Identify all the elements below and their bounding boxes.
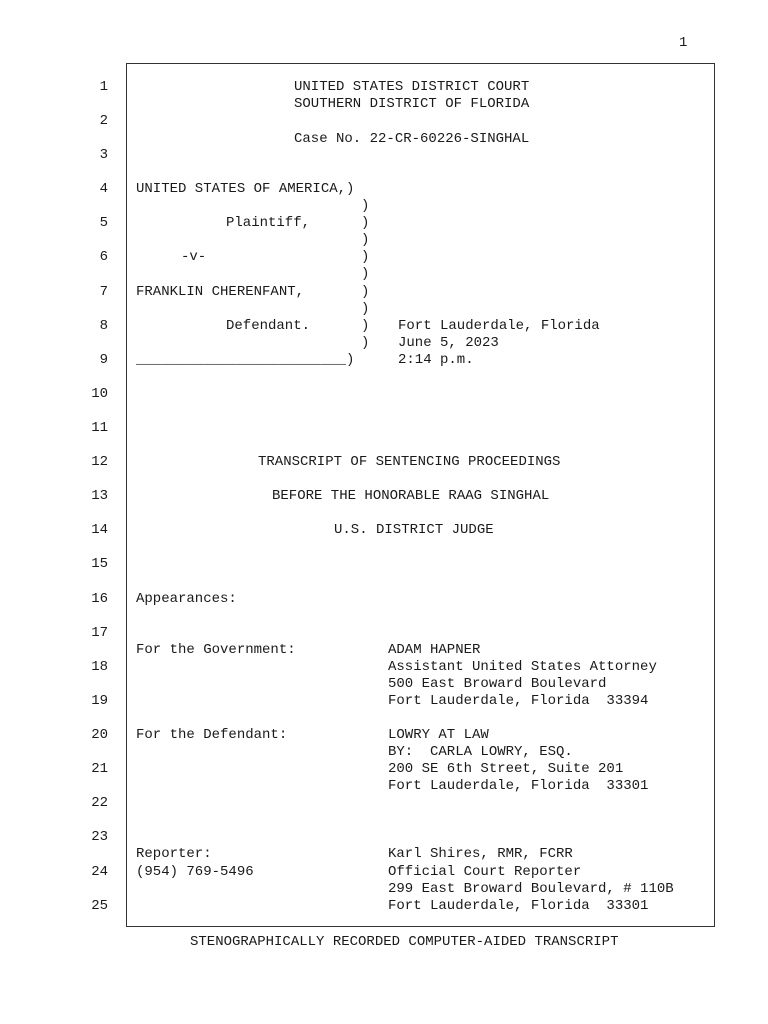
caption-paren: ) [361, 215, 370, 231]
line-number: 3 [99, 147, 108, 163]
hearing-location: Fort Lauderdale, Florida [398, 318, 600, 334]
government-attorney-line: ADAM HAPNER [388, 642, 481, 658]
line-number: 19 [91, 693, 108, 709]
page-number: 1 [679, 35, 688, 51]
hearing-time: 2:14 p.m. [398, 352, 474, 368]
defendant-name: FRANKLIN CHERENFANT, [136, 284, 305, 300]
line-number: 8 [99, 318, 108, 334]
line-number: 10 [91, 386, 108, 402]
line-number: 25 [91, 898, 108, 914]
page-footer: STENOGRAPHICALLY RECORDED COMPUTER-AIDED TRANSCRIPT [190, 934, 619, 950]
line-number: 24 [91, 864, 108, 880]
line-number: 20 [91, 727, 108, 743]
court-name: UNITED STATES DISTRICT COURT [294, 79, 530, 95]
reporter-label: Reporter: [136, 846, 212, 862]
court-district: SOUTHERN DISTRICT OF FLORIDA [294, 96, 530, 112]
line-number: 22 [91, 795, 108, 811]
case-number: Case No. 22-CR-60226-SINGHAL [294, 131, 530, 147]
reporter-line: Official Court Reporter [388, 864, 582, 880]
caption-paren: ) [361, 335, 370, 351]
defendant-label: For the Defendant: [136, 727, 288, 743]
defense-attorney-line: BY: CARLA LOWRY, ESQ. [388, 744, 573, 760]
caption-signature-line: _________________________) [136, 352, 355, 368]
appearances-heading: Appearances: [136, 591, 237, 607]
line-number: 7 [99, 284, 108, 300]
caption-paren: ) [361, 266, 370, 282]
caption-paren: ) [361, 249, 370, 265]
line-number: 21 [91, 761, 108, 777]
line-number: 2 [99, 113, 108, 129]
line-number: 23 [91, 829, 108, 845]
line-number: 16 [91, 591, 108, 607]
government-attorney-line: Fort Lauderdale, Florida 33394 [388, 693, 649, 709]
line-number: 12 [91, 454, 108, 470]
caption-paren: ) [361, 301, 370, 317]
caption-paren: ) [361, 232, 370, 248]
line-number: 1 [99, 79, 108, 95]
line-number: 18 [91, 659, 108, 675]
reporter-line: 299 East Broward Boulevard, # 110B [388, 881, 674, 897]
line-number: 17 [91, 625, 108, 641]
plaintiff-role: Plaintiff, [226, 215, 311, 231]
line-number: 6 [99, 249, 108, 265]
defendant-role: Defendant. [226, 318, 311, 334]
line-number: 13 [91, 488, 108, 504]
hearing-date: June 5, 2023 [398, 335, 499, 351]
plaintiff-name: UNITED STATES OF AMERICA,) [136, 181, 355, 197]
defense-attorney-line: Fort Lauderdale, Florida 33301 [388, 778, 649, 794]
transcript-title: TRANSCRIPT OF SENTENCING PROCEEDINGS [258, 454, 561, 470]
line-number: 14 [91, 522, 108, 538]
reporter-line: Fort Lauderdale, Florida 33301 [388, 898, 649, 914]
judge-line: BEFORE THE HONORABLE RAAG SINGHAL [272, 488, 550, 504]
defense-attorney-line: 200 SE 6th Street, Suite 201 [388, 761, 624, 777]
line-number: 4 [99, 181, 108, 197]
judge-title: U.S. DISTRICT JUDGE [334, 522, 494, 538]
government-label: For the Government: [136, 642, 296, 658]
defense-attorney-line: LOWRY AT LAW [388, 727, 489, 743]
reporter-line: Karl Shires, RMR, FCRR [388, 846, 573, 862]
government-attorney-line: Assistant United States Attorney [388, 659, 657, 675]
line-number: 9 [99, 352, 108, 368]
caption-paren: ) [361, 198, 370, 214]
caption-paren: ) [361, 284, 370, 300]
line-number: 15 [91, 556, 108, 572]
reporter-phone: (954) 769-5496 [136, 864, 254, 880]
caption-paren: ) [361, 318, 370, 334]
line-number: 5 [99, 215, 108, 231]
line-number: 11 [91, 420, 108, 436]
government-attorney-line: 500 East Broward Boulevard [388, 676, 607, 692]
versus: -v- [181, 249, 207, 265]
